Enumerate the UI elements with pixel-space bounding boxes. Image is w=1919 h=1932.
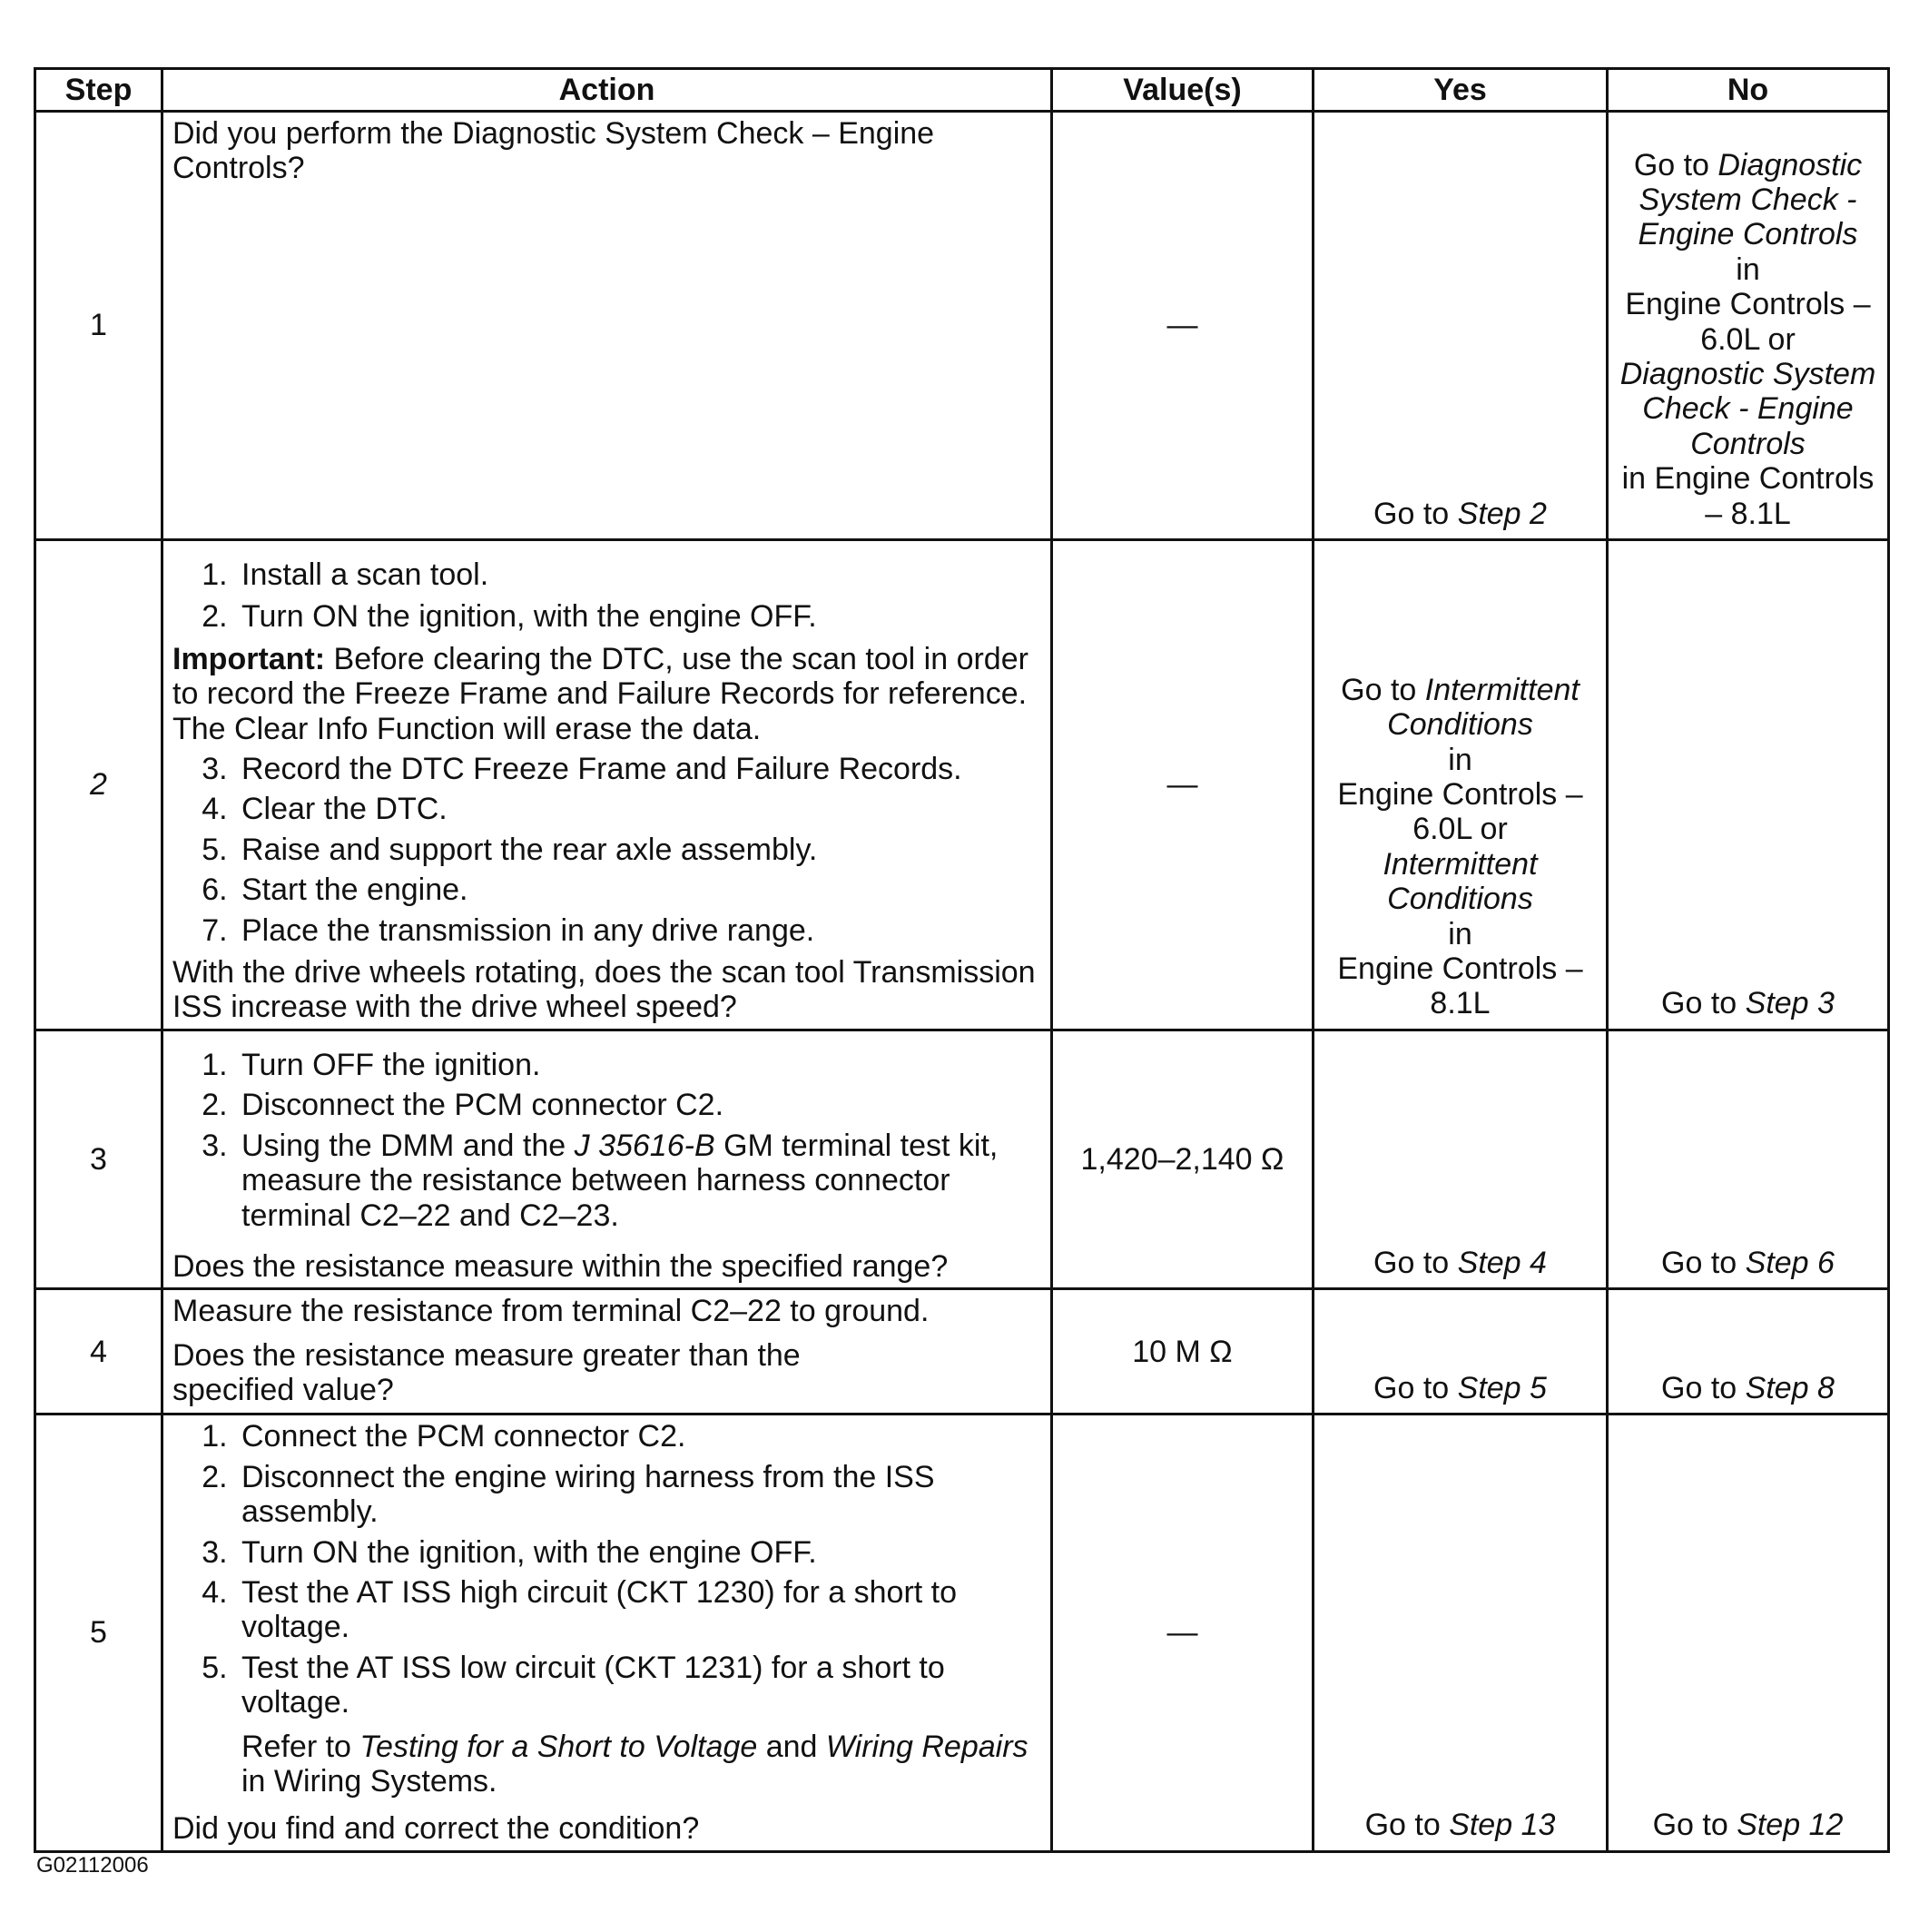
yes-cell — [1314, 1289, 1608, 1414]
wiring-repairs-link[interactable]: Wiring Repairs — [825, 1729, 1028, 1764]
important-text: Before clearing the DTC, use the scan tool in order to record the Freeze Frame and Failure Records for reference. The Clear Info Function will erase the data. — [172, 641, 1028, 746]
no-step-link[interactable]: Step 3 — [1745, 986, 1835, 1021]
action-steps — [172, 1048, 1041, 1233]
yes-text: Go to — [1341, 672, 1425, 707]
action-step: 6. Start the engine. — [236, 872, 1041, 907]
yes-link-intermittent-6-0[interactable]: Intermittent Conditions — [1387, 672, 1579, 743]
yes-text: Engine Controls – 6.0L or — [1337, 777, 1583, 847]
reference-text: Refer to — [241, 1729, 360, 1764]
action-steps — [172, 557, 1041, 635]
action-step: 7. Place the transmission in any drive range. — [236, 913, 1041, 948]
no-text: Go to — [1661, 986, 1746, 1021]
yes-cell — [1314, 1030, 1608, 1288]
wiring-reference — [172, 1730, 1041, 1799]
no-step-link[interactable]: Step 12 — [1737, 1808, 1844, 1843]
no-link-diagnostic-check-6-0[interactable]: Diagnostic System Check - Engine Controls — [1638, 147, 1863, 252]
header-row — [35, 69, 1889, 112]
action-step-text: Using the DMM and the — [241, 1128, 575, 1163]
action-step: 4. Test the AT ISS high circuit (CKT 1230) for a short to voltage. — [236, 1575, 1041, 1645]
action-question: Does the resistance measure greater than the specified value? — [172, 1337, 801, 1408]
action-question: With the drive wheels rotating, does the scan tool Transmission ISS increase with the drive wheel speed? — [172, 955, 1036, 1025]
no-step-link[interactable]: Step 6 — [1745, 1245, 1835, 1280]
action-step: 2. Turn ON the ignition, with the engine OFF. — [236, 599, 1041, 634]
step-number: 1 — [35, 112, 162, 540]
yes-step-link[interactable]: Step 2 — [1457, 496, 1547, 531]
value-cell: — — [1052, 1414, 1314, 1851]
action-cell — [162, 1414, 1052, 1851]
diagnostic-table — [34, 67, 1890, 1853]
action-cell — [162, 112, 1052, 540]
header-action: Action — [162, 69, 1052, 112]
action-step: 1. Install a scan tool. — [236, 557, 1041, 592]
action-step: 2. Disconnect the PCM connector C2. — [236, 1088, 1041, 1122]
yes-text: Go to — [1373, 1245, 1458, 1280]
action-question: Did you find and correct the condition? — [172, 1811, 700, 1847]
no-link-diagnostic-check-8-1[interactable]: Diagnostic System Check - Engine Controls — [1619, 356, 1876, 461]
no-cell — [1608, 1030, 1889, 1288]
no-text: Go to — [1633, 147, 1718, 182]
important-note — [172, 642, 1041, 746]
header-step: Step — [35, 69, 162, 112]
no-cell — [1608, 1414, 1889, 1851]
action-step: 5. Raise and support the rear axle assembly. — [236, 833, 1041, 867]
action-cell — [162, 1289, 1052, 1414]
yes-link-intermittent-8-1[interactable]: Intermittent Conditions — [1383, 846, 1538, 917]
header-values: Value(s) — [1052, 69, 1314, 112]
reference-text: in Wiring Systems. — [241, 1763, 497, 1799]
table-row — [35, 1030, 1889, 1288]
table-row — [35, 1414, 1889, 1851]
action-step: 1. Connect the PCM connector C2. — [236, 1419, 1041, 1454]
table-row — [35, 540, 1889, 1030]
value-cell: — — [1052, 540, 1314, 1030]
yes-text: in — [1448, 742, 1472, 777]
no-cell — [1608, 112, 1889, 540]
step-number: 5 — [35, 1414, 162, 1851]
yes-text: in — [1448, 916, 1472, 951]
no-step-link[interactable]: Step 8 — [1745, 1370, 1835, 1405]
action-instruction: Measure the resistance from terminal C2–22 to ground. — [172, 1294, 930, 1329]
table-row — [35, 1289, 1889, 1414]
action-steps — [172, 1419, 1041, 1720]
action-step-text: GM terminal test kit, measure the resistance between harness connector terminal C2–22 and C2–23. — [241, 1128, 999, 1233]
step-number: 4 — [35, 1289, 162, 1414]
no-cell — [1608, 1289, 1889, 1414]
value-cell: 10 M Ω — [1052, 1289, 1314, 1414]
step-number: 2 — [35, 540, 162, 1030]
action-question: Did you perform the Diagnostic System Check – Engine Controls? — [172, 116, 935, 186]
yes-text: Go to — [1373, 496, 1458, 531]
action-steps — [172, 752, 1041, 948]
value-cell: — — [1052, 112, 1314, 540]
step-number: 3 — [35, 1030, 162, 1288]
action-step: 3. Record the DTC Freeze Frame and Failure Records. — [236, 752, 1041, 786]
yes-text: Go to — [1364, 1808, 1450, 1843]
action-cell — [162, 1030, 1052, 1288]
tool-reference: J 35616-B — [574, 1128, 715, 1163]
header-no: No — [1608, 69, 1889, 112]
action-step: 2. Disconnect the engine wiring harness from the ISS assembly. — [236, 1460, 1041, 1530]
yes-step-link[interactable]: Step 5 — [1457, 1370, 1547, 1405]
action-step: 3. Turn ON the ignition, with the engine OFF. — [236, 1535, 1041, 1570]
header-yes: Yes — [1314, 69, 1608, 112]
action-step: 1. Turn OFF the ignition. — [236, 1048, 1041, 1082]
yes-cell — [1314, 1414, 1608, 1851]
no-text: Go to — [1652, 1808, 1737, 1843]
yes-step-link[interactable]: Step 4 — [1457, 1245, 1547, 1280]
no-text: Go to — [1661, 1245, 1746, 1280]
table-row — [35, 112, 1889, 540]
action-step — [236, 1129, 1041, 1233]
no-text: in Engine Controls – 8.1L — [1621, 461, 1875, 531]
value-cell: 1,420–2,140 Ω — [1052, 1030, 1314, 1288]
yes-cell — [1314, 112, 1608, 540]
action-question: Does the resistance measure within the specified range? — [172, 1248, 949, 1284]
no-cell — [1608, 540, 1889, 1030]
action-step: 4. Clear the DTC. — [236, 792, 1041, 826]
yes-cell — [1314, 540, 1608, 1030]
yes-text: Engine Controls – 8.1L — [1337, 951, 1583, 1021]
yes-step-link[interactable]: Step 13 — [1449, 1808, 1556, 1843]
no-text: in — [1736, 251, 1760, 287]
important-label: Important: — [172, 641, 326, 676]
action-step: 5. Test the AT ISS low circuit (CKT 1231) for a short to voltage. — [236, 1651, 1041, 1720]
reference-text: and — [757, 1729, 826, 1764]
short-to-voltage-link[interactable]: Testing for a Short to Voltage — [359, 1729, 758, 1764]
yes-text: Go to — [1373, 1370, 1458, 1405]
no-text: Engine Controls – 6.0L or — [1625, 287, 1871, 357]
figure-id: G02112006 — [36, 1853, 149, 1878]
action-cell — [162, 540, 1052, 1030]
no-text: Go to — [1661, 1370, 1746, 1405]
